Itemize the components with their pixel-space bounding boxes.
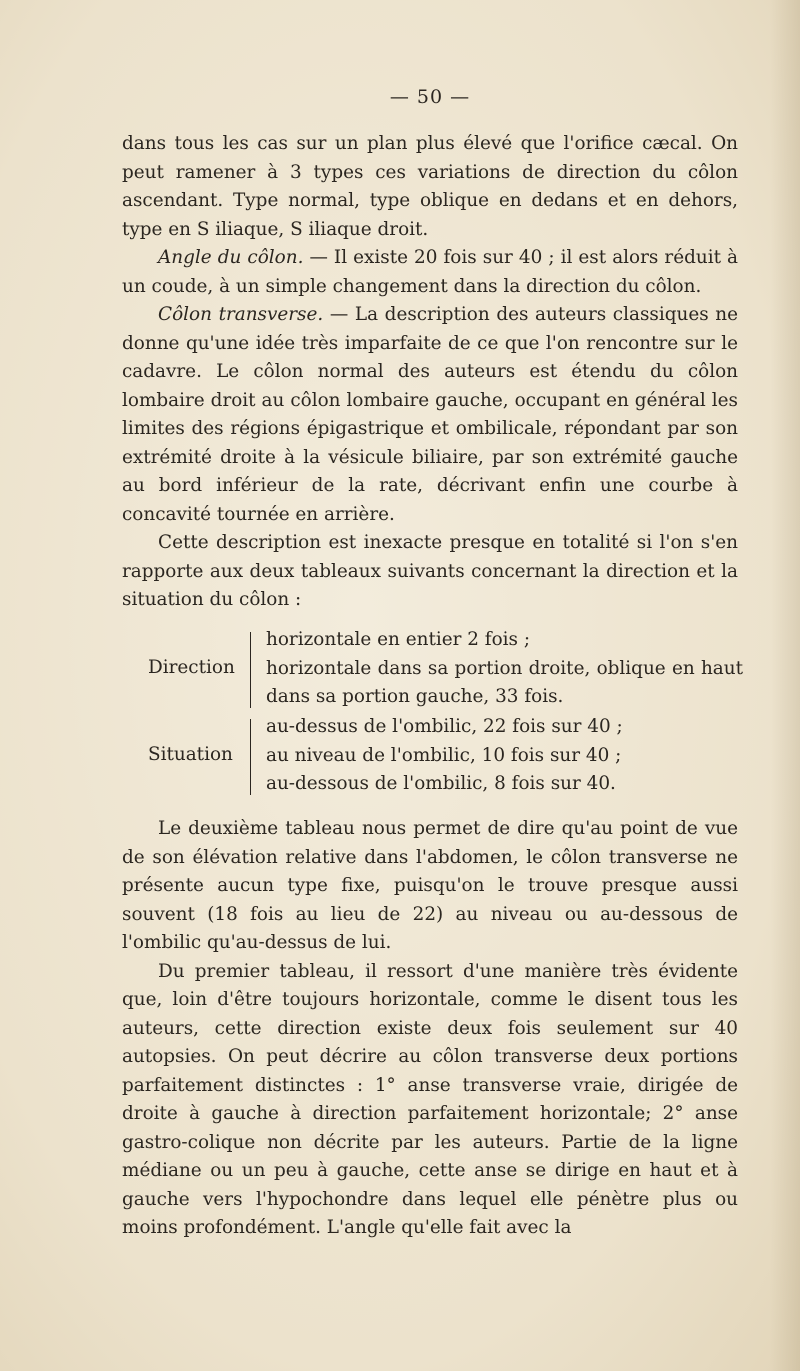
table-items-direction bbox=[266, 626, 743, 712]
table-row bbox=[148, 713, 743, 799]
brace-direction bbox=[250, 632, 261, 708]
paragraph-colon-transverse bbox=[122, 301, 738, 529]
table-item: au niveau de l'ombilic, 10 fois sur 40 ; bbox=[266, 744, 622, 766]
text-block-bottom bbox=[122, 815, 738, 1243]
paragraph-cette-description: Cette description est inexacte presque en totalité si l'on s'en rapporte aux deux tableaux suivants concernant la direction et la situation du côlon : bbox=[122, 532, 738, 610]
table-row bbox=[148, 626, 743, 712]
table-direction bbox=[148, 626, 743, 712]
brace-situation bbox=[250, 719, 261, 795]
table-item: au-dessous de l'ombilic, 8 fois sur 40. bbox=[266, 773, 616, 794]
table-situation bbox=[148, 713, 743, 799]
paragraph-deuxieme-tableau: Le deuxième tableau nous permet de dire qu'au point de vue de son élévation relative dans l'abdomen, le côlon transverse ne présente aucun type fixe, puisqu'on le trouve presque aussi souvent (18 fois au lieu de 22) au niveau ou au-dessous de l'ombilic qu'au-dessus de lui. bbox=[122, 818, 738, 953]
table-label-situation: Situation bbox=[148, 744, 233, 765]
page-number: — 50 — bbox=[389, 86, 471, 108]
paragraph-1: dans tous les cas sur un plan plus élevé que l'orifice cæcal. On peut ramener à 3 types ces variations de direction du côlon ascendant. Type normal, type oblique en dedans et en dehors, type en S iliaque, S iliaque droit. bbox=[122, 133, 738, 240]
heading-colon-transverse: Côlon transverse. bbox=[158, 304, 324, 325]
table-label-direction: Direction bbox=[148, 657, 235, 678]
table-items-situation bbox=[266, 713, 743, 799]
page-edge-shadow bbox=[770, 0, 800, 1371]
text-block-top bbox=[122, 130, 738, 615]
table-item: au-dessus de l'ombilic, 22 fois sur 40 ; bbox=[266, 716, 623, 737]
paragraph-angle-du-colon-text: — Il existe 20 fois sur 40 ; il est alors réduit à un coude, à un simple changement dans la direction du côlon. bbox=[122, 247, 738, 297]
paragraph-angle-du-colon bbox=[122, 244, 738, 301]
paragraph-colon-transverse-text: — La description des auteurs classiques ne donne qu'une idée très imparfaite de ce que l'on rencontre sur le cadavre. Le côlon normal des auteurs est étendu du côlon lombaire droit au côlon lombaire gauche, occupant en général les limites des régions épigastrique et ombilicale, répondant par son extrémité droite à la vésicule biliaire, par son extrémité gauche au bord inférieur de la rate, décrivant enfin une courbe à concavité tournée en arrière. bbox=[122, 304, 738, 525]
table-item: horizontale dans sa portion droite, oblique en haut dans sa portion gauche, 33 fois. bbox=[266, 657, 743, 707]
paragraph-premier-tableau: Du premier tableau, il ressort d'une manière très évidente que, loin d'être toujours horizontale, comme le disent tous les auteurs, cette direction existe deux fois seulement sur 40 autopsies. On peut décrire au côlon transverse deux portions parfaitement distinctes : 1° anse transverse vraie, dirigée de droite à gauche à direction parfaitement horizontale; 2° anse gastro-colique non décrite par les auteurs. Partie de la ligne médiane ou un peu à gauche, cette anse se dirige en haut et à gauche vers l'hypochondre dans lequel elle pénètre plus ou moins profondément. L'angle qu'elle fait avec la bbox=[122, 960, 738, 1238]
heading-angle-du-colon: Angle du côlon. bbox=[158, 247, 304, 268]
table-item: horizontale en entier 2 fois ; bbox=[266, 629, 531, 650]
